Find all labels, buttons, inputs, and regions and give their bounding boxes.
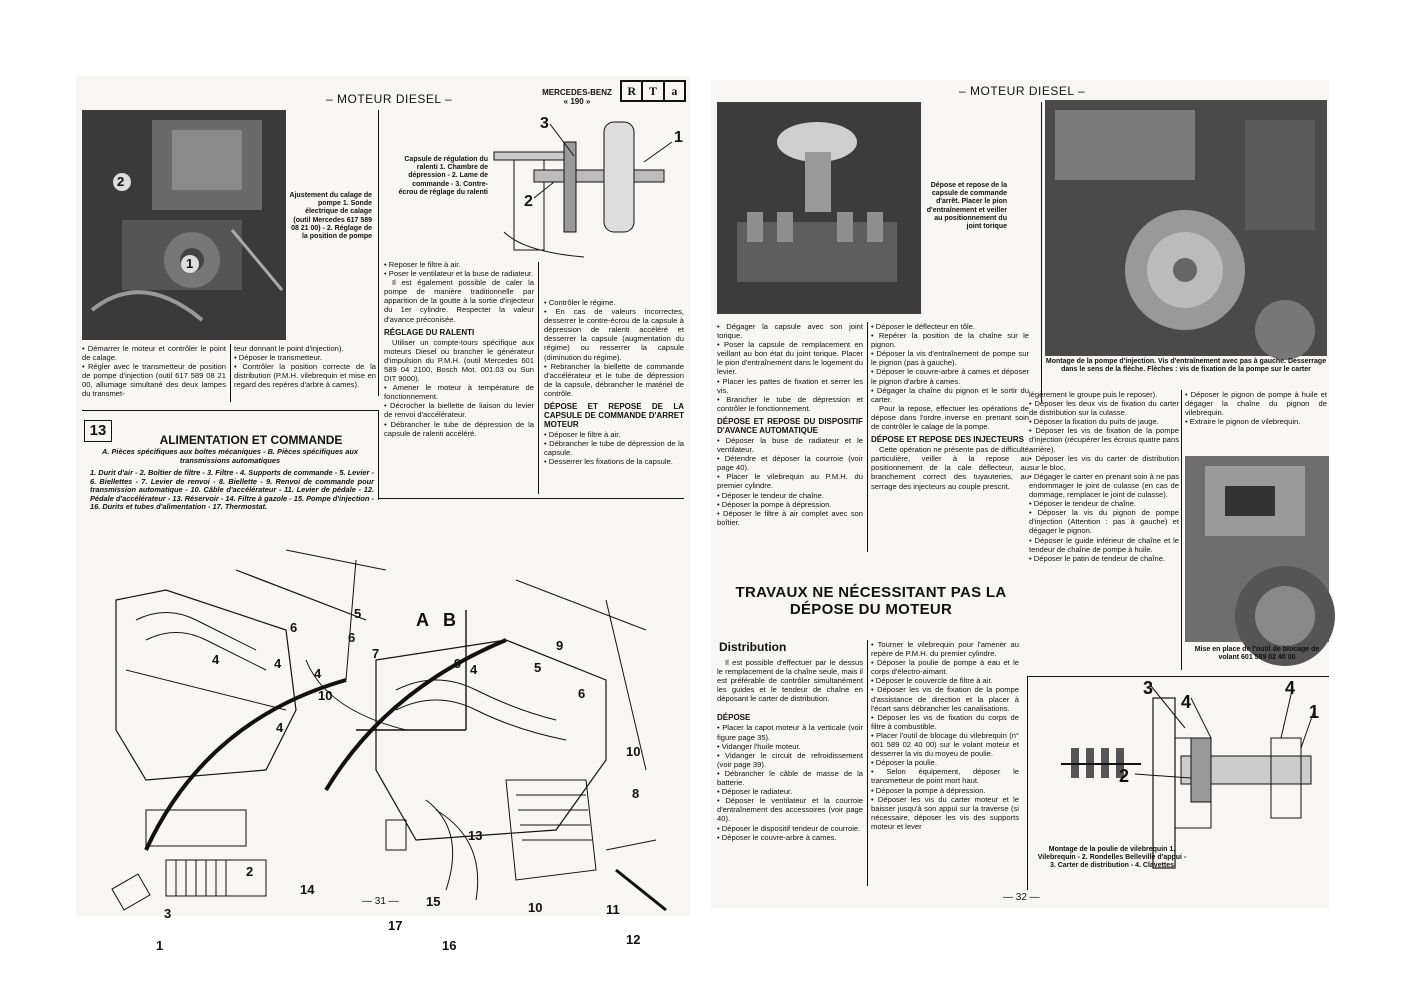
diagram-label: 1	[156, 938, 164, 953]
paragraph: • Vidanger l'huile moteur.	[717, 741, 801, 751]
paragraph: • Débrancher le tube de dépression de la capsule de ralenti accéléré.	[384, 419, 534, 438]
paragraph: • Déposer le filtre à air.	[544, 430, 621, 440]
paragraph: • Déposer le pignon de pompe à huile et dégager la chaîne du pignon de vilebrequin.	[1185, 390, 1327, 418]
paragraph: • Décrocher la biellette de liaison du levier de renvoi d'accélérateur.	[384, 401, 534, 420]
capsule-diagram	[494, 112, 690, 262]
brand-model: « 190 »	[563, 97, 591, 106]
diagram-label: 4	[274, 656, 282, 671]
paragraph: • Vidanger le circuit de refroidissement (voir page 39).	[717, 750, 863, 769]
paragraph: • Déposer les vis de fixation de la pompe d'assistance de direction et la placer à l'écart sans débrancher les canalisations.	[871, 685, 1019, 713]
section-rule	[378, 498, 684, 499]
right-page	[711, 80, 1329, 908]
text-column-5	[1029, 390, 1179, 563]
main-title: TRAVAUX NE NÉCESSITANT PAS LA DÉPOSE DU MOTEUR	[735, 584, 1007, 618]
photo-flywheel-tool	[1185, 456, 1329, 642]
column-divider	[1181, 390, 1182, 670]
paragraph: Utiliser un compte-tours spécifique aux moteurs Diesel ou brancher le générateur d'impulsion du P.M.H. (outil Mercedes 601 589 04 2100, Bosch Mot. 001.03 ou Sun DIT 9000).	[384, 337, 534, 384]
figure-rule	[1027, 676, 1028, 890]
paragraph: • Déposer le patin de tendeur de chaîne.	[1029, 553, 1166, 563]
paragraph: • Déposer le couvre-arbre à cames et déposer le pignon d'arbre à cames.	[871, 367, 1029, 386]
page-header: – MOTEUR DIESEL –	[326, 92, 453, 106]
rta-logo	[620, 80, 686, 102]
photo-caption: Montage de la pompe d'injection. Vis d'entraînement avec pas à gauche. Desserrage dans le sens de la flèche. Flèches : vis de fixation de la pompe sur le carter	[1045, 358, 1327, 374]
diagram-label: 17	[388, 918, 403, 933]
section-heading: DÉPOSE ET REPOSE DE LA CAPSULE DE COMMANDE D'ARRET MOTEUR	[544, 402, 684, 430]
diagram-label: 14	[300, 882, 315, 897]
diagram-label: 4	[276, 720, 284, 735]
paragraph: • Rebrancher la biellette de commande d'accélérateur et le tube de dépression de la capsule, débrancher le matériel de contrôle.	[544, 361, 684, 398]
logo-letter-r: R	[622, 82, 641, 100]
diagram-label: 5	[534, 660, 542, 675]
photo-pump-timing	[82, 110, 286, 340]
paragraph: • Déposer la vis du pignon de pompe d'injection (Attention : pas à gauche) et dégager le pignon.	[1029, 508, 1179, 536]
diagram-label: 10	[318, 688, 333, 703]
paragraph: • En cas de valeurs incorrectes, desserrer le contre-écrou de la capsule à dépression de ralenti accéléré et desserrer la capsule (augmentation du régime) ou resserrer la capsule (diminution du régime).	[544, 307, 684, 362]
section-heading: DÉPOSE ET REPOSE DES INJECTEURS	[871, 435, 1024, 445]
section-heading: DÉPOSE	[717, 713, 751, 723]
paragraph: • Placer le vilebrequin au P.M.H. du premier cylindre.	[717, 472, 863, 491]
text-column-2	[234, 344, 376, 389]
paragraph: • Déposer le dispositif tendeur de courroie.	[717, 823, 861, 833]
paragraph: • Déposer les vis de fixation du corps de filtre à combustible.	[871, 712, 1019, 731]
diagram-label: 4	[470, 662, 478, 677]
paragraph: • Repérer la position de la chaîne sur le pignon.	[871, 331, 1029, 350]
diagram-label-b: B	[443, 610, 456, 630]
diagram-label: 2	[246, 864, 254, 879]
paragraph: Il est possible d'effectuer par le dessus le remplacement de la chaîne seule, mais il est préférable de contrôler simultanément les guides et le tendeur de chaîne en déposant le carter de distribution.	[717, 658, 863, 704]
diagram-label: 8	[632, 786, 640, 801]
text-column-4	[544, 298, 684, 466]
diagram-label: 5	[354, 606, 362, 621]
paragraph: • Déposer la poulie.	[871, 758, 937, 768]
paragraph: • Déposer la buse de radiateur et le ventilateur.	[717, 435, 863, 455]
paragraph: • Déposer le guide inférieur de chaîne et le tendeur de chaîne de pompe à huile.	[1029, 535, 1179, 554]
paragraph: • Débrancher le câble de masse de la batterie.	[717, 768, 863, 788]
capsule-label-1: 1	[674, 129, 683, 146]
section-heading: DÉPOSE ET REPOSE DU DISPOSITIF D'AVANCE AUTOMATIQUE	[717, 416, 863, 435]
paragraph: • Tourner le vilebrequin pour l'amener au repère de P.M.H. du premier cylindre.	[871, 640, 1019, 659]
paragraph: • Dégager la chaîne du pignon et le sortir du carter.	[871, 385, 1029, 404]
paragraph: • Déposer le filtre à air complet avec son boîtier.	[717, 508, 863, 527]
page-number: — 32 —	[1003, 892, 1040, 903]
section-number: 13	[84, 420, 112, 442]
paragraph: • Déposer la vis d'entraînement de pompe sur le pignon (pas à gauche).	[871, 349, 1029, 368]
paragraph: • Déposer la pompe à dépression.	[871, 785, 986, 795]
section-rule	[82, 410, 378, 411]
pulley-label-3: 3	[1143, 678, 1154, 698]
pulley-label-1: 1	[1309, 702, 1320, 722]
engine-photo-illustration	[82, 110, 286, 340]
engine-photo-illustration	[1045, 100, 1327, 356]
paragraph: • Dégager le carter en prenant soin à ne pas endommager le joint de culasse (en cas de dommage, remplacer le joint de culasse).	[1029, 471, 1179, 500]
brand-name: MERCEDES-BENZ	[542, 88, 612, 97]
text-column-1	[717, 322, 863, 527]
paragraph: • Déposer le tendeur de chaîne.	[717, 490, 824, 500]
section-heading: RÉGLAGE DU RALENTI	[384, 327, 475, 337]
pulley-label-2: 2	[1119, 766, 1130, 786]
diagram-label: 4	[212, 652, 220, 667]
diagram-label: 15	[426, 894, 441, 909]
paragraph: • Extraire le pignon de vilebrequin.	[1185, 417, 1301, 427]
paragraph: • Détendre et déposer la courroie (voir page 40).	[717, 454, 863, 473]
column-divider	[867, 640, 868, 886]
pulley-caption: Montage de la poulie de vilebrequin 1. Vilebrequin - 2. Rondelles Belleville d'appui - 3. Carter de distribution - 4. Clavettes	[1037, 846, 1187, 870]
paragraph: • Contrôler le régime.	[544, 298, 616, 307]
section-subtitle: A. Pièces spécifiques aux boîtes mécaniques - B. Pièces spécifiques aux transmissions automatiques	[102, 447, 358, 465]
diagram-label-a: A	[416, 610, 429, 630]
paragraph: • Déposer le déflecteur en tôle.	[871, 322, 975, 331]
paragraph: • Déposer les deux vis de fixation du carter de distribution sur la culasse.	[1029, 399, 1179, 418]
diagram-label: 6	[348, 630, 356, 645]
paragraph: • Déposer les vis du carter de distribution sur le bloc.	[1029, 453, 1179, 472]
paragraph: • Dégager la capsule avec son joint torique.	[717, 322, 863, 341]
diagram-label: 11	[606, 902, 620, 917]
photo-label-1: 1	[186, 256, 194, 271]
paragraph: • Selon équipement, déposer le transmetteur de point mort haut.	[871, 767, 1019, 786]
paragraph: teur donnant le point d'injection).	[234, 344, 344, 353]
paragraph: • Démarrer le moteur et contrôler le point de calage.	[82, 344, 226, 363]
engine-photo-illustration	[717, 102, 921, 314]
diagram-label: 9	[454, 656, 462, 671]
brand-line	[538, 88, 616, 106]
photo-caption: Mise en place de l'outil de blocage de volant 601 589 02 40 00	[1194, 646, 1320, 662]
paragraph: Il est également possible de caler la pompe de manière traditionnelle par apparition de la goutte à la sortie d'injecteur du 1er cylindre. Respecter la valeur d'avance préconisée.	[384, 278, 534, 324]
capsule-label-3: 3	[540, 115, 549, 132]
capsule-caption: Capsule de régulation du ralenti 1. Chambre de dépression - 2. Lame de commande - 3. Contre-écrou de réglage du ralenti	[398, 156, 488, 196]
photo-caption: Ajustement du calage de pompe 1. Sonde électrique de calage (outil Mercedes 617 589 08 21 00) - 2. Réglage de la position de pompe	[289, 192, 372, 241]
diagram-label: 7	[372, 646, 380, 661]
diagram-label: 3	[164, 906, 172, 921]
text-column-4	[871, 640, 1019, 831]
paragraph: • Placer les pattes de fixation et serrer les vis.	[717, 376, 863, 395]
capsule-label-2: 2	[524, 193, 533, 210]
paragraph: Pour la repose, effectuer les opérations de dépose dans l'ordre inverse en prenant soin de contrôler le calage de la pompe.	[871, 403, 1029, 432]
column-divider	[538, 262, 539, 494]
diagram-label: 16	[442, 938, 457, 953]
paragraph: • Déposer le radiateur.	[717, 787, 793, 797]
paragraph: • Déposer le tendeur de chaîne.	[1029, 499, 1136, 509]
diagram-label: 12	[626, 932, 641, 947]
diagram-label: 10	[626, 744, 641, 759]
diagram-label: 4	[314, 666, 322, 681]
diagram-label: 9	[556, 638, 564, 653]
photo-injection-pump	[1045, 100, 1327, 356]
paragraph: • Déposer le ventilateur et la courroie d'entraînement des accessoires (voir page 40).	[717, 796, 863, 824]
photo-label-2: 2	[117, 174, 125, 189]
paragraph: • Déposer les vis de fixation de la pompe d'injection (récupérer les écrous quatre pans arrière).	[1029, 426, 1179, 454]
paragraph: • Brancher le tube de dépression et contrôler le fonctionnement.	[717, 394, 863, 413]
fuel-system-diagram	[86, 510, 686, 953]
pulley-label-4: 4	[1285, 678, 1296, 698]
diagram-label: 6	[290, 620, 298, 635]
diagram-label: 13	[468, 828, 483, 843]
paragraph: Cette opération ne présente pas de difficulté particulière, veiller à la repose au positionnement de la cale déflecteur, au branchement correct des tuyauteries, au serrage des injecteurs au couple prescrit.	[871, 445, 1029, 491]
text-column-1	[82, 344, 226, 399]
paragraph: • Amener le moteur à température de fonctionnement.	[384, 383, 534, 402]
paragraph: • Déposer les vis du carter moteur et le baisser jusqu'à son appui sur la traverse (si nécessaire, déposer les vis des supports moteur et lever	[871, 794, 1019, 831]
column-divider	[867, 322, 868, 552]
paragraph: • Déposer le couvercle de filtre à air.	[871, 676, 993, 686]
section-rule	[378, 410, 379, 500]
page-header: – MOTEUR DIESEL –	[959, 84, 1086, 98]
photo-capsule-removal	[717, 102, 921, 314]
paragraph: • Déposer le transmetteur.	[234, 353, 322, 363]
engine-photo-illustration	[1185, 456, 1329, 642]
section-title: ALIMENTATION ET COMMANDE	[159, 433, 343, 447]
diagram-label: 6	[578, 686, 586, 701]
page-number: — 31 —	[362, 896, 399, 907]
distribution-heading: Distribution	[719, 640, 787, 654]
text-column-3	[384, 260, 534, 438]
column-divider	[378, 110, 379, 396]
paragraph: légèrement le groupe puis le reposer).	[1029, 390, 1158, 399]
text-column-2	[871, 322, 1029, 491]
paragraph: • Placer l'outil de blocage du vilebrequin (n° 601 589 02 40 00) sur le volant moteur et desserrer la vis du moyeu de poulie.	[871, 730, 1019, 759]
section-legend: 1. Durit d'air - 2. Boîtier de filtre - 3. Filtre - 4. Supports de commande - 5. Levier - 6. Biellettes - 7. Levier de renvoi - 8. Biellette - 9. Renvoi de commande pour transmission automatique - 10. Câble d'accélérateur - 11. Levier de pédale - 12. Pédale d'accélérateur - 13. Réservoir - 14. Filtre à gazole - 15. Pompe d'injection - 16. Durits et tubes d'alimentation - 17. Thermostat.	[90, 468, 374, 512]
paragraph: • Contrôler la position correcte de la distribution (P.M.H. vilebrequin et mise en regard des repères d'arbre à cames).	[234, 362, 376, 390]
logo-letter-a: a	[665, 82, 684, 100]
diagram-label: 10	[528, 900, 543, 915]
paragraph: • Déposer la fixation du puits de jauge.	[1029, 417, 1159, 427]
paragraph: • Placer la capot moteur à la verticale (voir figure page 35).	[717, 723, 863, 742]
paragraph: • Régler avec le transmetteur de position de pompe d'injection (outil 617 589 08 21 00, allumage simultané des deux lampes du transmet-	[82, 362, 226, 399]
paragraph: • Poser le ventilateur et la buse de radiateur.	[384, 269, 534, 279]
logo-letter-t: T	[643, 82, 662, 100]
paragraph: • Déposer le couvre-arbre à cames.	[717, 832, 837, 842]
paragraph: • Déposer la poulie de pompe à eau et le corps d'électro-aimant.	[871, 658, 1019, 677]
column-divider	[230, 344, 231, 402]
paragraph: • Reposer le filtre à air.	[384, 260, 461, 269]
paragraph: • Déposer la pompe à dépression.	[717, 499, 832, 509]
left-page	[76, 76, 690, 953]
paragraph: • Débrancher le tube de dépression de la capsule.	[544, 439, 684, 458]
text-column-3	[717, 658, 863, 842]
pulley-label-4: 4	[1181, 692, 1192, 712]
column-divider	[1041, 102, 1042, 402]
photo-caption: Dépose et repose de la capsule de commande d'arrêt. Placer le pion d'entraînement et veiller au positionnement du joint torique	[926, 182, 1007, 231]
paragraph: • Poser la capsule de remplacement en veillant au bon état du joint torique. Placer le pion d'entraînement dans le logement du levier.	[717, 340, 863, 377]
paragraph: • Desserrer les fixations de la capsule.	[544, 457, 673, 467]
text-column-6	[1185, 390, 1327, 426]
